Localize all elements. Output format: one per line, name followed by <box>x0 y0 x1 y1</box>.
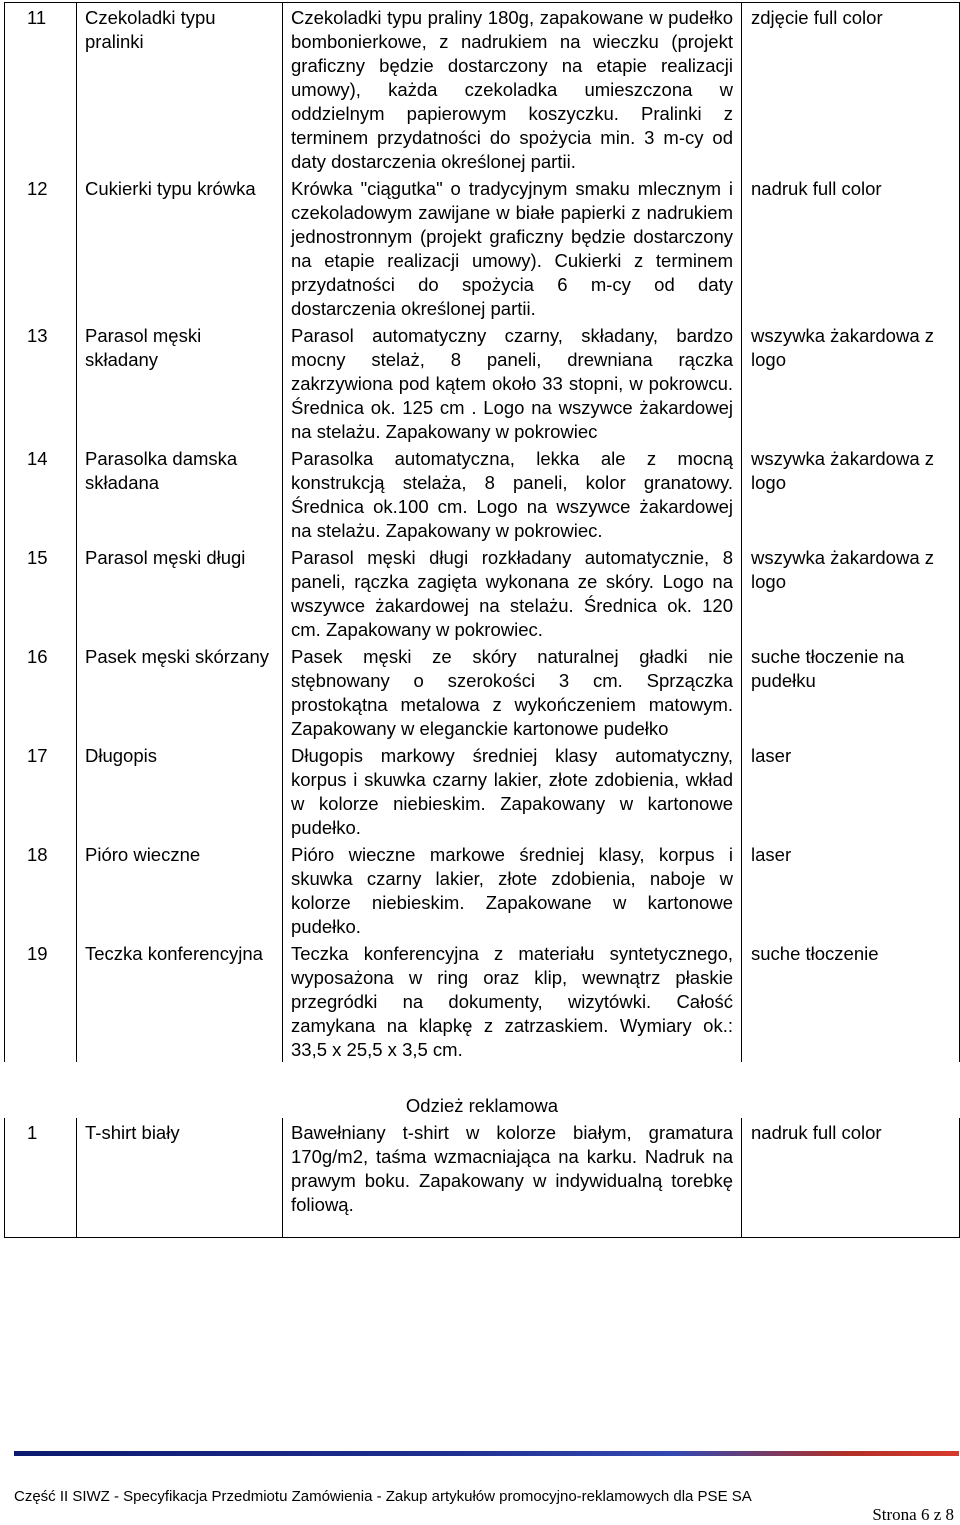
table-row <box>5 174 960 321</box>
footer-divider <box>14 1451 959 1456</box>
marking-method: zdjęcie full color <box>742 3 960 175</box>
row-number: 19 <box>5 939 77 1062</box>
item-description: Bawełniany t-shirt w kolorze białym, gramatura 170g/m2, taśma wzmacniająca na karku. Nadruk na prawym boku. Zapakowany w indywidualną torebkę foliową. <box>283 1118 742 1238</box>
table-spacer <box>5 1062 960 1074</box>
row-number: 16 <box>5 642 77 741</box>
table-row <box>5 1118 960 1238</box>
item-description: Pióro wieczne markowe średniej klasy, korpus i skuwka czarny lakier, złote zdobienia, naboje w kolorze niebieskim. Zapakowane w kartonowe pudełko. <box>283 840 742 939</box>
marking-method: nadruk full color <box>742 174 960 321</box>
marking-method: wszywka żakardowa z logo <box>742 543 960 642</box>
section-header-row <box>5 1074 960 1118</box>
row-number: 15 <box>5 543 77 642</box>
row-number: 12 <box>5 174 77 321</box>
table-row <box>5 840 960 939</box>
row-number: 17 <box>5 741 77 840</box>
specification-table <box>4 2 960 1238</box>
section-title: Odzież reklamowa <box>405 1095 559 1116</box>
table-row <box>5 321 960 444</box>
item-name: T-shirt biały <box>77 1118 283 1238</box>
table-row <box>5 939 960 1062</box>
table-row <box>5 3 960 175</box>
item-name: Parasolka damska składana <box>77 444 283 543</box>
marking-method: laser <box>742 840 960 939</box>
item-description: Parasol automatyczny czarny, składany, bardzo mocny stelaż, 8 paneli, drewniana rączka zakrzywiona pod kątem około 33 stopni, w pokrowcu. Średnica ok. 125 cm . Logo na wszywce żakardowej na stelażu. Zapakowany w pokrowiec <box>283 321 742 444</box>
marking-method: wszywka żakardowa z logo <box>742 321 960 444</box>
item-name: Pióro wieczne <box>77 840 283 939</box>
row-number: 1 <box>5 1118 77 1238</box>
item-description: Czekoladki typu praliny 180g, zapakowane w pudełko bombonierkowe, z nadrukiem na wieczku (projekt graficzny będzie dostarczony na etapie realizacji umowy), każda czekoladka umieszczona w oddzielnym papierowym koszyczku. Pralinki z terminem przydatności do spożycia min. 3 m-cy od daty dostarczenia określonej partii. <box>283 3 742 175</box>
item-description: Parasolka automatyczna, lekka ale z mocną konstrukcją stelaża, 8 paneli, kolor granatowy. Średnica ok.100 cm. Logo na wszywce żakardowej na stelażu. Zapakowany w pokrowiec. <box>283 444 742 543</box>
table-row <box>5 642 960 741</box>
marking-method: nadruk full color <box>742 1118 960 1238</box>
item-name: Pasek męski skórzany <box>77 642 283 741</box>
item-name: Cukierki typu krówka <box>77 174 283 321</box>
table-row <box>5 741 960 840</box>
item-name: Parasol męski składany <box>77 321 283 444</box>
marking-method: suche tłoczenie na pudełku <box>742 642 960 741</box>
item-name: Teczka konferencyjna <box>77 939 283 1062</box>
item-description: Teczka konferencyjna z materiału syntetycznego, wyposażona w ring oraz klip, wewnątrz płaskie przegródki na dokumenty, wizytówki. Całość zamykana na klapkę z zatrzaskiem. Wymiary ok.: 33,5 x 25,5 x 3,5 cm. <box>283 939 742 1062</box>
item-description: Długopis markowy średniej klasy automatyczny, korpus i skuwka czarny lakier, złote zdobienia, wkład w kolorze niebieskim. Zapakowany w kartonowe pudełko. <box>283 741 742 840</box>
page-number: Strona 6 z 8 <box>872 1505 954 1524</box>
row-number: 18 <box>5 840 77 939</box>
item-name: Parasol męski długi <box>77 543 283 642</box>
marking-method: wszywka żakardowa z logo <box>742 444 960 543</box>
row-number: 14 <box>5 444 77 543</box>
marking-method: suche tłoczenie <box>742 939 960 1062</box>
item-name: Czekoladki typu pralinki <box>77 3 283 175</box>
table-row <box>5 444 960 543</box>
marking-method: laser <box>742 741 960 840</box>
item-description: Pasek męski ze skóry naturalnej gładki nie stębnowany o szerokości 3 cm. Sprzączka prostokątna metalowa z wykończeniem matowym. Zapakowany w eleganckie kartonowe pudełko <box>283 642 742 741</box>
table-row <box>5 543 960 642</box>
item-description: Krówka "ciągutka" o tradycyjnym smaku mlecznym i czekoladowym zawijane w białe papierki z nadrukiem jednostronnym (projekt graficzny będzie dostarczony na etapie realizacji umowy). Cukierki z terminem przydatności do spożycia 6 m-cy od daty dostarczenia określonej partii. <box>283 174 742 321</box>
item-name: Długopis <box>77 741 283 840</box>
row-number: 11 <box>5 3 77 175</box>
row-number: 13 <box>5 321 77 444</box>
footer-text: Część II SIWZ - Specyfikacja Przedmiotu Zamówienia - Zakup artykułów promocyjno-reklamowych dla PSE SA <box>14 1488 752 1505</box>
item-description: Parasol męski długi rozkładany automatycznie, 8 paneli, rączka zagięta wykonana ze skóry. Logo na wszywce żakardowej na stelażu. Średnica ok. 120 cm. Zapakowany w pokrowiec. <box>283 543 742 642</box>
